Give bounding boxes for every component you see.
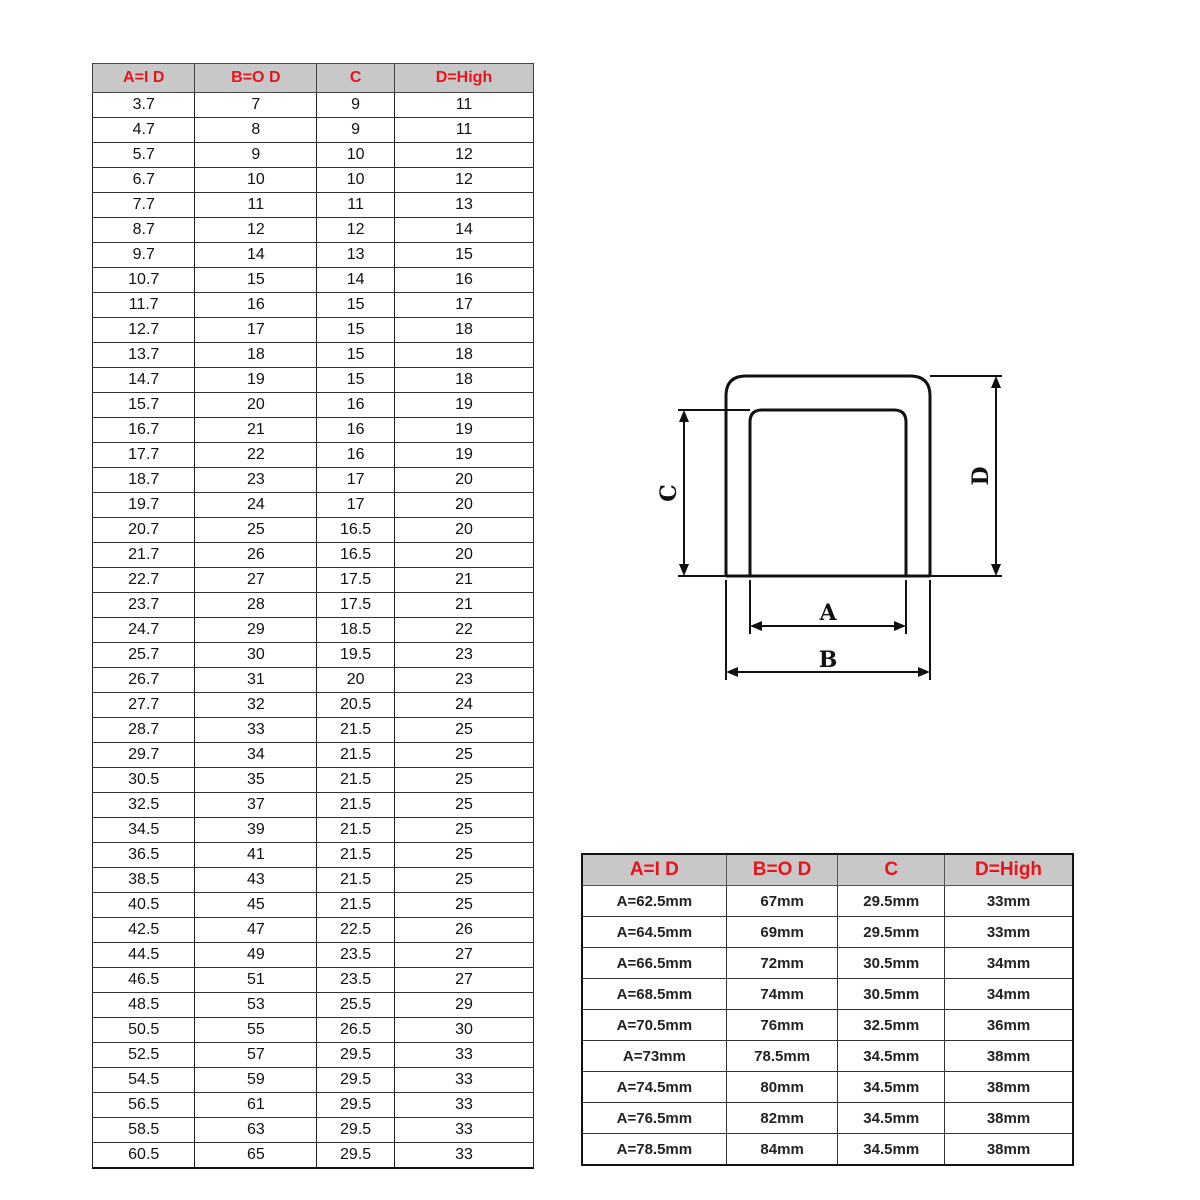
table-cell: 51 (195, 968, 317, 993)
header-cell: D=High (394, 64, 533, 93)
table-cell: 25.7 (93, 643, 195, 668)
table-cell: 8 (195, 118, 317, 143)
table-cell: 23.5 (317, 968, 395, 993)
table-cell: 13 (317, 243, 395, 268)
table-cell: 34.5 (93, 818, 195, 843)
table-cell: 10.7 (93, 268, 195, 293)
table-cell: 10 (317, 168, 395, 193)
size-table-main-body (93, 93, 534, 1169)
table-cell: A=76.5mm (582, 1103, 726, 1134)
table-row (93, 1018, 534, 1043)
table-cell: 25 (394, 793, 533, 818)
table-row (93, 693, 534, 718)
table-cell: 9 (195, 143, 317, 168)
table-cell: 21 (394, 568, 533, 593)
table-cell: 58.5 (93, 1118, 195, 1143)
table-cell: 41 (195, 843, 317, 868)
table-cell: 9 (317, 118, 395, 143)
table-cell: 78.5mm (726, 1041, 838, 1072)
table-cell: 34.5mm (838, 1072, 945, 1103)
table-cell: 61 (195, 1093, 317, 1118)
table-cell: 17 (394, 293, 533, 318)
table-cell: 14 (195, 243, 317, 268)
table-cell: 25.5 (317, 993, 395, 1018)
table-cell: 4.7 (93, 118, 195, 143)
table-cell: 15 (317, 343, 395, 368)
table-cell: 7 (195, 93, 317, 118)
table-row (93, 1043, 534, 1068)
table-cell: 27 (394, 968, 533, 993)
table-cell: 52.5 (93, 1043, 195, 1068)
table-cell: 10 (317, 143, 395, 168)
table-cell: 12 (317, 218, 395, 243)
table-row (93, 768, 534, 793)
table-cell: 80mm (726, 1072, 838, 1103)
table-cell: 20.5 (317, 693, 395, 718)
table-cell: 21.5 (317, 843, 395, 868)
table-cell: 15 (317, 368, 395, 393)
table-cell: 72mm (726, 948, 838, 979)
table-cell: 37 (195, 793, 317, 818)
table-cell: 20 (394, 518, 533, 543)
table-cell: 29.7 (93, 743, 195, 768)
cap-dimension-diagram (640, 360, 1020, 700)
table-cell: 34mm (945, 948, 1073, 979)
table-cell: 29 (394, 993, 533, 1018)
table-cell: 31 (195, 668, 317, 693)
table-cell: 33 (394, 1068, 533, 1093)
table-row (93, 568, 534, 593)
table-cell: 19 (394, 443, 533, 468)
table-cell: 34 (195, 743, 317, 768)
table-cell: 12 (195, 218, 317, 243)
table-cell: A=68.5mm (582, 979, 726, 1010)
table-cell: 40.5 (93, 893, 195, 918)
table-cell: 38mm (945, 1134, 1073, 1166)
table-cell: 20 (394, 543, 533, 568)
table-row (93, 193, 534, 218)
table-cell: 48.5 (93, 993, 195, 1018)
table-cell: A=66.5mm (582, 948, 726, 979)
table-cell: 11 (394, 93, 533, 118)
table-row (93, 343, 534, 368)
table-row (582, 1103, 1073, 1134)
cap-inner-outline (750, 410, 906, 576)
table-cell: 17 (317, 468, 395, 493)
table-cell: 21.5 (317, 768, 395, 793)
table-cell: 25 (394, 768, 533, 793)
table-cell: 23 (394, 668, 533, 693)
table-cell: 55 (195, 1018, 317, 1043)
table-cell: 15 (195, 268, 317, 293)
table-cell: 49 (195, 943, 317, 968)
table-cell: 23.7 (93, 593, 195, 618)
table-cell: 22 (394, 618, 533, 643)
table-cell: 29.5 (317, 1118, 395, 1143)
table-cell: 82mm (726, 1103, 838, 1134)
table-cell: 34.5mm (838, 1134, 945, 1166)
table-cell: 16 (394, 268, 533, 293)
size-table-large-body (582, 886, 1073, 1166)
table-cell: 6.7 (93, 168, 195, 193)
table-row (93, 493, 534, 518)
label-d: D (968, 466, 994, 486)
table-cell: 34.5mm (838, 1103, 945, 1134)
table-cell: 43 (195, 868, 317, 893)
table-cell: 17.5 (317, 568, 395, 593)
table-row (93, 268, 534, 293)
table-row (93, 243, 534, 268)
table-cell: 21.5 (317, 793, 395, 818)
header-cell: B=O D (195, 64, 317, 93)
table-header-row (93, 64, 534, 93)
table-row (93, 868, 534, 893)
table-cell: 63 (195, 1118, 317, 1143)
table-cell: 25 (394, 743, 533, 768)
table-cell: 74mm (726, 979, 838, 1010)
table-row (93, 318, 534, 343)
table-cell: 30.5mm (838, 948, 945, 979)
table-cell: 67mm (726, 886, 838, 917)
table-cell: 25 (195, 518, 317, 543)
table-cell: 15 (317, 293, 395, 318)
table-cell: 16 (195, 293, 317, 318)
table-cell: 25 (394, 718, 533, 743)
table-cell: 57 (195, 1043, 317, 1068)
table-row (582, 1134, 1073, 1166)
table-cell: 32 (195, 693, 317, 718)
table-cell: 38mm (945, 1072, 1073, 1103)
table-row (93, 418, 534, 443)
table-cell: A=64.5mm (582, 917, 726, 948)
table-cell: 12.7 (93, 318, 195, 343)
table-cell: 16 (317, 393, 395, 418)
table-cell: 50.5 (93, 1018, 195, 1043)
table-cell: 13.7 (93, 343, 195, 368)
table-row (93, 393, 534, 418)
table-cell: 20 (195, 393, 317, 418)
table-cell: 26 (195, 543, 317, 568)
table-cell: A=78.5mm (582, 1134, 726, 1166)
table-row (582, 979, 1073, 1010)
table-cell: 38mm (945, 1041, 1073, 1072)
table-cell: 69mm (726, 917, 838, 948)
table-cell: 20 (394, 468, 533, 493)
table-cell: 29.5 (317, 1043, 395, 1068)
table-row (93, 893, 534, 918)
table-header-row (582, 854, 1073, 886)
table-row (582, 1072, 1073, 1103)
table-cell: 18 (394, 368, 533, 393)
table-cell: 32.5 (93, 793, 195, 818)
table-row (93, 818, 534, 843)
label-c: C (656, 484, 682, 502)
table-row (93, 143, 534, 168)
table-row (93, 93, 534, 118)
table-cell: 26.5 (317, 1018, 395, 1043)
table-cell: 29 (195, 618, 317, 643)
table-cell: 16 (317, 443, 395, 468)
table-row (93, 593, 534, 618)
table-cell: A=62.5mm (582, 886, 726, 917)
table-cell: 30 (195, 643, 317, 668)
table-cell: 18 (394, 343, 533, 368)
table-cell: 21.5 (317, 718, 395, 743)
table-cell: 25 (394, 868, 533, 893)
table-cell: 9.7 (93, 243, 195, 268)
table-cell: 30 (394, 1018, 533, 1043)
table-cell: 22 (195, 443, 317, 468)
table-row (93, 643, 534, 668)
table-cell: 12 (394, 168, 533, 193)
table-row (93, 168, 534, 193)
table-cell: 16.5 (317, 543, 395, 568)
table-cell: 14.7 (93, 368, 195, 393)
table-cell: 36mm (945, 1010, 1073, 1041)
b-arrow-left (726, 667, 738, 677)
table-cell: 22.5 (317, 918, 395, 943)
table-cell: 65 (195, 1143, 317, 1169)
table-cell: 18.5 (317, 618, 395, 643)
label-b: B (818, 647, 838, 673)
table-cell: 12 (394, 143, 533, 168)
table-row (93, 618, 534, 643)
table-row (582, 1041, 1073, 1072)
table-cell: 47 (195, 918, 317, 943)
table-cell: 11 (317, 193, 395, 218)
a-arrow-right (894, 621, 906, 631)
table-cell: 27.7 (93, 693, 195, 718)
table-cell: 27 (195, 568, 317, 593)
table-row (93, 1143, 534, 1169)
table-cell: 27 (394, 943, 533, 968)
table-cell: 16 (317, 418, 395, 443)
table-row (93, 518, 534, 543)
table-cell: 24 (394, 693, 533, 718)
table-row (93, 368, 534, 393)
table-cell: 17.5 (317, 593, 395, 618)
table-cell: 26 (394, 918, 533, 943)
table-cell: 45 (195, 893, 317, 918)
table-cell: 22.7 (93, 568, 195, 593)
table-cell: 34.5mm (838, 1041, 945, 1072)
table-cell: 24.7 (93, 618, 195, 643)
d-arrow-bottom (991, 564, 1001, 576)
table-cell: 3.7 (93, 93, 195, 118)
table-cell: 29.5 (317, 1143, 395, 1169)
table-cell: 36.5 (93, 843, 195, 868)
table-cell: 20 (317, 668, 395, 693)
header-cell: A=I D (93, 64, 195, 93)
b-arrow-right (918, 667, 930, 677)
table-row (93, 218, 534, 243)
table-cell: 11 (394, 118, 533, 143)
d-arrow-top (991, 376, 1001, 388)
table-row (582, 886, 1073, 917)
table-row (93, 943, 534, 968)
size-table-main (92, 63, 534, 1169)
table-cell: 38.5 (93, 868, 195, 893)
table-cell: 42.5 (93, 918, 195, 943)
header-cell: C (317, 64, 395, 93)
table-cell: 25 (394, 843, 533, 868)
table-cell: 33 (394, 1118, 533, 1143)
table-cell: 84mm (726, 1134, 838, 1166)
table-cell: 19 (195, 368, 317, 393)
table-row (93, 718, 534, 743)
table-cell: 11.7 (93, 293, 195, 318)
table-cell: 9 (317, 93, 395, 118)
header-cell: B=O D (726, 854, 838, 886)
table-cell: A=73mm (582, 1041, 726, 1072)
table-cell: 33mm (945, 917, 1073, 948)
label-a: A (819, 600, 837, 626)
table-cell: 33 (195, 718, 317, 743)
table-cell: 11 (195, 193, 317, 218)
table-cell: 19 (394, 418, 533, 443)
header-cell: C (838, 854, 945, 886)
table-cell: 59 (195, 1068, 317, 1093)
table-cell: 21.5 (317, 893, 395, 918)
table-cell: 17.7 (93, 443, 195, 468)
table-cell: 20 (394, 493, 533, 518)
table-row (93, 793, 534, 818)
header-cell: A=I D (582, 854, 726, 886)
table-cell: 28.7 (93, 718, 195, 743)
table-cell: 21.5 (317, 868, 395, 893)
table-cell: 13 (394, 193, 533, 218)
table-cell: 44.5 (93, 943, 195, 968)
table-row (93, 543, 534, 568)
table-cell: 60.5 (93, 1143, 195, 1169)
table-cell: 56.5 (93, 1093, 195, 1118)
table-cell: 18 (394, 318, 533, 343)
table-cell: 30.5 (93, 768, 195, 793)
table-cell: 25 (394, 893, 533, 918)
table-cell: 18.7 (93, 468, 195, 493)
table-cell: 35 (195, 768, 317, 793)
table-row (93, 1068, 534, 1093)
table-cell: 33 (394, 1043, 533, 1068)
table-cell: 28 (195, 593, 317, 618)
table-cell: 33 (394, 1143, 533, 1169)
table-cell: 16.5 (317, 518, 395, 543)
table-cell: 15 (317, 318, 395, 343)
table-cell: 7.7 (93, 193, 195, 218)
table-cell: 33 (394, 1093, 533, 1118)
table-row (582, 917, 1073, 948)
table-row (582, 1010, 1073, 1041)
table-cell: 8.7 (93, 218, 195, 243)
table-cell: 19 (394, 393, 533, 418)
table-cell: 19.5 (317, 643, 395, 668)
table-cell: 76mm (726, 1010, 838, 1041)
table-cell: 16.7 (93, 418, 195, 443)
table-cell: 10 (195, 168, 317, 193)
table-cell: 17 (317, 493, 395, 518)
table-cell: A=70.5mm (582, 1010, 726, 1041)
table-row (93, 968, 534, 993)
table-cell: 34mm (945, 979, 1073, 1010)
table-cell: 29.5mm (838, 886, 945, 917)
table-cell: 33mm (945, 886, 1073, 917)
header-cell: D=High (945, 854, 1073, 886)
table-row (93, 993, 534, 1018)
table-cell: 38mm (945, 1103, 1073, 1134)
table-cell: 23.5 (317, 943, 395, 968)
table-cell: 25 (394, 818, 533, 843)
table-cell: 20.7 (93, 518, 195, 543)
table-row (582, 948, 1073, 979)
table-cell: 21.7 (93, 543, 195, 568)
table-cell: 23 (394, 643, 533, 668)
table-cell: 24 (195, 493, 317, 518)
table-row (93, 918, 534, 943)
table-cell: 29.5 (317, 1093, 395, 1118)
table-cell: 29.5mm (838, 917, 945, 948)
table-row (93, 843, 534, 868)
table-row (93, 468, 534, 493)
a-arrow-left (750, 621, 762, 631)
size-table-large (581, 853, 1074, 1166)
table-cell: 32.5mm (838, 1010, 945, 1041)
table-cell: 15.7 (93, 393, 195, 418)
table-cell: 46.5 (93, 968, 195, 993)
table-row (93, 1093, 534, 1118)
table-cell: 53 (195, 993, 317, 1018)
table-cell: 21 (394, 593, 533, 618)
table-cell: 19.7 (93, 493, 195, 518)
table-cell: 29.5 (317, 1068, 395, 1093)
table-cell: A=74.5mm (582, 1072, 726, 1103)
c-arrow-top (679, 410, 689, 422)
table-row (93, 1118, 534, 1143)
table-cell: 5.7 (93, 143, 195, 168)
table-row (93, 743, 534, 768)
c-arrow-bottom (679, 564, 689, 576)
table-cell: 39 (195, 818, 317, 843)
table-cell: 17 (195, 318, 317, 343)
table-row (93, 668, 534, 693)
table-cell: 14 (317, 268, 395, 293)
table-cell: 21.5 (317, 743, 395, 768)
table-cell: 15 (394, 243, 533, 268)
table-cell: 26.7 (93, 668, 195, 693)
table-row (93, 293, 534, 318)
table-cell: 14 (394, 218, 533, 243)
table-row (93, 443, 534, 468)
table-cell: 21 (195, 418, 317, 443)
table-cell: 54.5 (93, 1068, 195, 1093)
table-cell: 21.5 (317, 818, 395, 843)
table-cell: 18 (195, 343, 317, 368)
table-row (93, 118, 534, 143)
table-cell: 30.5mm (838, 979, 945, 1010)
cap-outer-outline (726, 376, 930, 576)
table-cell: 23 (195, 468, 317, 493)
